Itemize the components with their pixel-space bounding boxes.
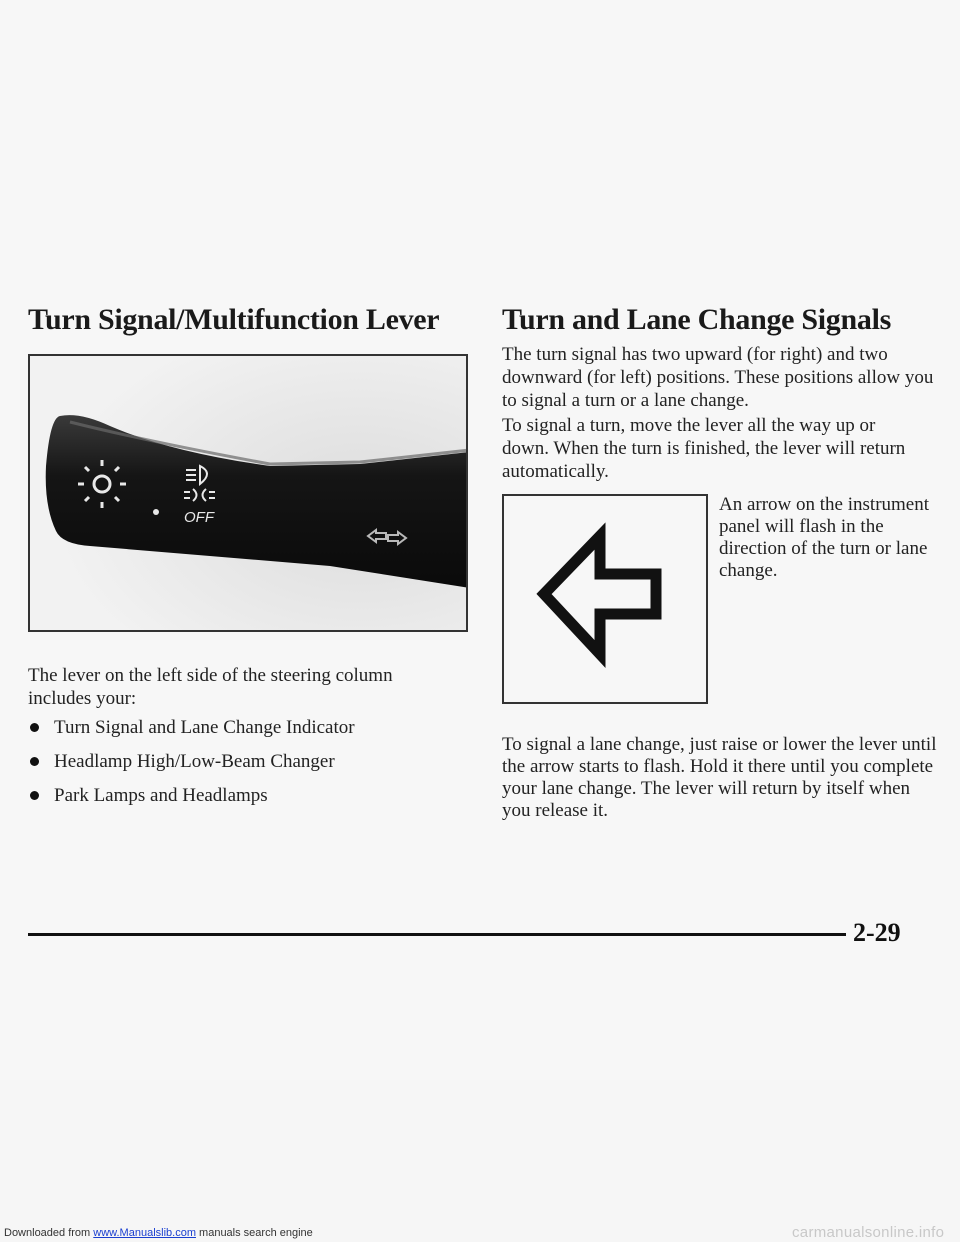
download-footer	[4, 1227, 313, 1239]
bullet-turn-signal: Turn Signal and Lane Change Indicator	[54, 717, 355, 738]
bullet-headlamp-changer: Headlamp High/Low-Beam Changer	[54, 751, 335, 772]
manualslib-link[interactable]: www.Manualslib.com	[93, 1227, 196, 1239]
page-rule	[28, 933, 846, 936]
signal-turn-text: To signal a turn, move the lever all the way up or down. When the turn is finished, the lever will return automatically.	[502, 415, 906, 482]
section-heading-turn-lane-signals: Turn and Lane Change Signals	[502, 303, 891, 336]
lever-illustration	[28, 354, 468, 632]
lever-photo	[30, 356, 468, 632]
lane-change-text: To signal a lane change, just raise or lower the lever until the arrow starts to flash. Hold it there until you complete your lane change. The lever will return by itself when you release it.	[502, 734, 937, 821]
page-number: 2-29	[853, 918, 901, 947]
bullet-dot	[30, 757, 39, 766]
lever-intro-text: The lever on the left side of the steering column includes your:	[28, 665, 393, 709]
footer-suffix: manuals search engine	[195, 1227, 313, 1239]
bullet-dot	[30, 791, 39, 800]
section-heading-multifunction-lever: Turn Signal/Multifunction Lever	[28, 303, 440, 336]
position-dot	[153, 509, 159, 515]
left-arrow-icon	[504, 496, 706, 702]
left-arrow-indicator-box	[502, 494, 708, 704]
footer-prefix: Downloaded from	[4, 1227, 94, 1239]
off-label: OFF	[184, 509, 214, 526]
bullet-park-lamps: Park Lamps and Headlamps	[54, 785, 268, 806]
watermark: carmanualsonline.info	[792, 1224, 945, 1241]
turn-signal-positions-text: The turn signal has two upward (for right) and two downward (for left) positions. These positions allow you to signal a turn or a lane change.	[502, 344, 934, 411]
arrow-caption-text: An arrow on the instrument panel will flash in the direction of the turn or lane change.	[719, 494, 930, 581]
bullet-dot	[30, 723, 39, 732]
